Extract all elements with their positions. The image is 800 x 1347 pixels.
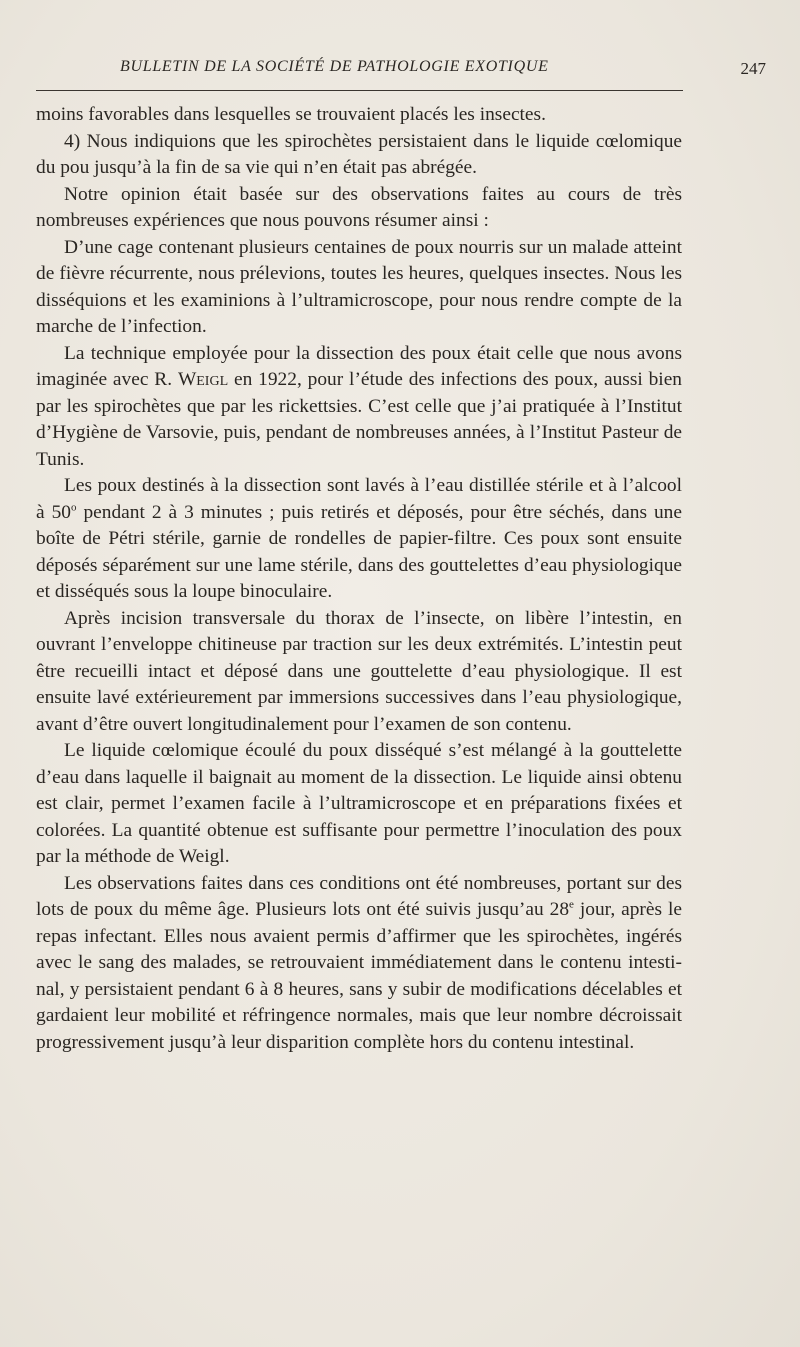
paragraph-8: Le liquide cœlomique écoulé du poux disséqué s’est mélangé à la gouttelette d’eau dans laquelle il baignait au moment de la dissection. Le liquide ainsi obtenu est clair, permet l’examen facile à l’ultramicroscope et en préparations fixées et colorées. La quantité obtenue est suffisante pour permettre l’inoculation des poux par la méthode de Weigl.	[36, 740, 682, 867]
header-rule	[36, 90, 683, 91]
author-name-weigl: Weigl	[177, 369, 229, 390]
paragraph-9-part-1: Les observations faites dans ces conditions ont été nombreuses, portant sur des lots de poux du même âge. Plusieurs lots ont été suivis jusqu’au 28	[36, 872, 682, 920]
article-body	[36, 102, 682, 1056]
paragraph-4: D’une cage contenant plusieurs centaines de poux nourris sur un malade atteint de fièvre récurrente, nous prélevions, toutes les heures, quelques insectes. Nous les disséquions et les examinions à l’ultramicroscope, pour nous rendre compte de la marche de l’infection.	[36, 236, 682, 337]
paragraph-5	[36, 341, 682, 474]
paragraph-6	[36, 473, 682, 606]
paragraph-9-part-2: jour, après le repas infectant. Elles nous avaient permis d’affirmer que les spirochètes, ingérés avec le sang des malades, se retrouvaient immédiatement dans le contenu intestinal, y persistaient pendant 6 à 8 heures, sans y subir de modifications décelables et gardaient leur mobilité et réfringence normales, mais que leur nombre décroissait progressivement jusqu’à leur disparition complète hors du contenu intestinal.	[36, 899, 682, 1053]
paragraph-5-part-2: en 1922, pour l’étude des infections des poux, aussi bien par les spirochètes que par les rickettsies. C’est celle que j’ai pratiquée à l’Institut d’Hygiène de Varsovie, puis, pendant de nombreuses années, à l’Institut Pasteur de Tunis.	[36, 369, 683, 470]
paragraph-7: Après incision transversale du thorax de l’insecte, on libère l’intestin, en ouvrant l’enveloppe chitineuse par traction sur les deux extrémités. L’intestin peut être recueilli intact et déposé dans une gouttelette d’eau physiologique. Il est ensuite lavé extérieurement par immersions successives dans l’eau physiologique, avant d’être ouvert longitudinalement pour l’examen de son contenu.	[36, 607, 682, 735]
paragraph-5-part-1: La technique employée pour la dissection des poux était celle que nous avons imaginée avec R.	[36, 342, 682, 390]
paragraph-6-part-2: pendant 2 à 3 minutes ; puis retirés et déposés, pour être séchés, dans une boîte de Pétri stérile, garnie de rondelles de papier-filtre. Ces poux sont ensuite déposés séparément sur une lame stérile, dans des gouttelettes d’eau physiologique et disséqués sous la loupe binoculaire.	[36, 501, 682, 602]
paragraph-6-part-1: Les poux destinés à la dissection sont lavés à l’eau distillée stérile et à l’alcool à 50	[36, 475, 682, 523]
paragraph-9	[36, 871, 682, 1057]
running-header	[36, 58, 766, 82]
paragraph-1: moins favorables dans lesquelles se trouvaient placés les insectes.	[36, 104, 546, 125]
running-title: BULLETIN DE LA SOCIÉTÉ DE PATHOLOGIE EXOTIQUE	[120, 58, 549, 75]
paragraph-2: 4) Nous indiquions que les spirochètes persistaient dans le liquide cœlomique du pou jusqu’à la fin de sa vie qui n’en était pas abrégée.	[36, 130, 682, 178]
ordinal-superscript: e	[569, 898, 574, 911]
paragraph-3: Notre opinion était basée sur des observations faites au cours de très nombreuses expériences que nous pouvons résumer ainsi :	[36, 183, 682, 231]
degree-superscript: o	[70, 501, 77, 514]
page-number: 247	[740, 59, 766, 78]
